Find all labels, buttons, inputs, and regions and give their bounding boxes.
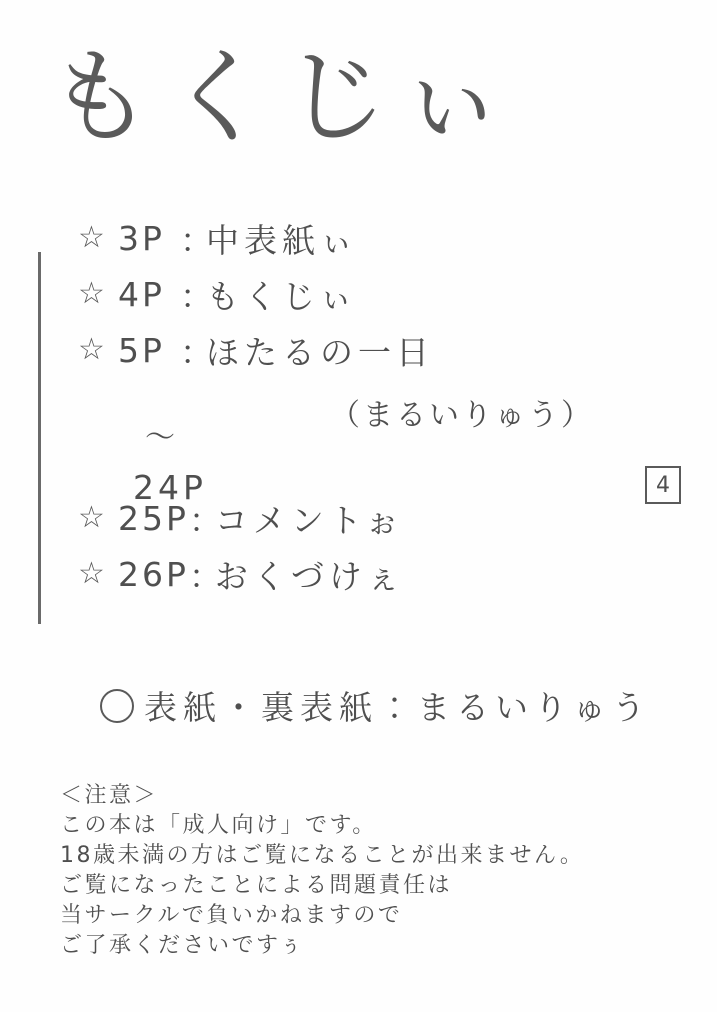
notice-line: ご了承くださいですぅ — [60, 933, 305, 958]
circle-icon — [100, 689, 134, 723]
star-icon: ☆ — [78, 276, 109, 311]
toc-separator: ： — [180, 332, 217, 372]
toc-entry-label: ほたるの一日 — [206, 332, 434, 372]
toc-entry-label: 中表紙ぃ — [206, 220, 358, 260]
toc-entry-page: 4P — [118, 274, 165, 314]
notice-block — [60, 780, 584, 960]
list-item[interactable] — [78, 322, 678, 378]
notice-line: ＜注意＞ — [60, 783, 159, 808]
page-number-value: 4 — [656, 472, 670, 498]
notice-line: ご覧になったことによる問題責任は — [60, 873, 453, 898]
page-number — [645, 466, 681, 504]
notice-line: この本は「成人向け」です。 — [60, 813, 377, 838]
star-icon: ☆ — [78, 500, 109, 535]
notice-line: 当サークルで負いかねますので — [60, 903, 403, 928]
notice-line: 18歳未満の方はご覧になることが出来ません。 — [60, 843, 585, 868]
list-item[interactable] — [78, 210, 678, 266]
list-item[interactable] — [78, 546, 678, 602]
toc-range-end-page: 24P — [133, 468, 207, 507]
page-title: もくじぃ — [48, 36, 518, 158]
toc-entry-page: 3P — [118, 218, 165, 258]
toc-entry-author: （まるいりゅう） — [330, 398, 594, 433]
toc-separator: ： — [180, 276, 217, 316]
toc-entry-page: 5P — [118, 330, 165, 370]
toc-entry-page: 25P — [118, 498, 189, 538]
list-item[interactable] — [78, 266, 678, 322]
toc-separator: ： — [188, 500, 226, 540]
toc-separator: ： — [188, 556, 226, 596]
star-icon: ☆ — [78, 332, 109, 367]
cover-credit — [100, 682, 651, 729]
toc-range-tilde: ～ — [145, 420, 175, 455]
toc-vertical-rule — [38, 252, 41, 624]
star-icon: ☆ — [78, 556, 109, 591]
toc-entry-label: コメントぉ — [214, 500, 404, 540]
toc-entry-label: おくづけぇ — [214, 556, 405, 596]
cover-credit-text: 表紙・裏表紙：まるいりゅう — [144, 688, 651, 727]
toc-entry-label: もくじぃ — [206, 276, 358, 316]
toc-separator: ： — [180, 220, 217, 260]
star-icon: ☆ — [78, 220, 109, 255]
toc-entry-page: 26P — [118, 554, 189, 594]
